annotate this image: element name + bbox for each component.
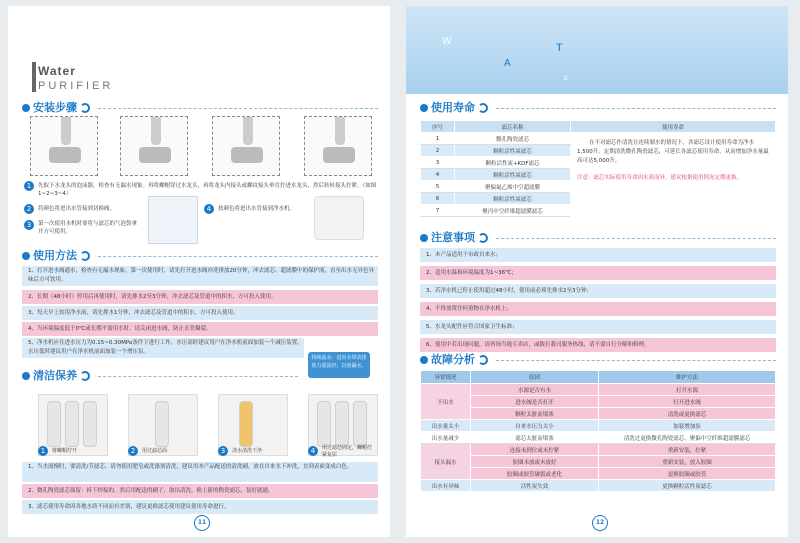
divider <box>496 108 776 109</box>
sky-letter-e: E <box>564 76 569 82</box>
table-row: 2 颗粒活性炭滤芯 <box>421 145 776 157</box>
life-header-no: 序号 <box>421 121 455 133</box>
swirl-icon <box>80 371 90 381</box>
caution-item-4: 4、不得放置任何重物在净水机上； <box>420 302 776 316</box>
table-row: 4 颗粒活性炭滤芯 <box>421 169 776 181</box>
sky-letter-t: T <box>556 42 563 54</box>
caution-item-6: 6、使用中若出现问题，请咨询当地专卖店，或拨打我司服务热线，请不要自行分解和修理。 <box>420 338 776 352</box>
valve-figure <box>148 196 198 244</box>
trouble-header-cause: 原因 <box>471 371 599 384</box>
step-number-badge: 1 <box>38 446 48 456</box>
life-note-cell <box>571 133 776 217</box>
life-table <box>420 120 776 217</box>
table-row: 5 聚偏氟乙烯中空超滤膜 <box>421 181 776 193</box>
install-step-3-figure <box>212 116 280 176</box>
swirl-icon <box>80 251 90 261</box>
header-sky-band <box>406 6 788 94</box>
heading-bullet-icon <box>420 104 428 112</box>
heading-bullet-icon <box>22 104 30 112</box>
table-row: 进水阀是否打开 打开进水阀 <box>421 396 776 408</box>
usage-item-4: 4、当环境温度低于0℃或长期不需用水时，请关闭进水阀，防止水管爆裂。 <box>22 322 378 336</box>
logo-bar <box>32 62 36 92</box>
step-number-badge: 2 <box>128 446 138 456</box>
table-row: 出水有异味 活性炭失效 更换颗粒活性炭滤芯 <box>421 480 776 492</box>
clean-caption-2: 用过滤芯面 <box>142 448 168 454</box>
caution-heading: 注意事项 <box>420 230 488 246</box>
table-row: 胶圈或胶管破裂或老化 更换胶圈或胶管 <box>421 468 776 480</box>
tip-bubble: 持续流水：进出水带动排放力量流经，以免漏水。 <box>308 352 370 378</box>
clean-item-2: 2、微孔陶瓷滤芯保留：拆下焊接的，然后用配送的刷子，取出清洗。换上新的陶瓷滤芯，装好就通。 <box>22 484 378 498</box>
table-row: 胶圈未放或未放好 重新安装，放入胶圈 <box>421 456 776 468</box>
step-number-badge: 3 <box>218 446 228 456</box>
right-page <box>406 6 788 537</box>
sky-letter-a: A <box>504 58 511 69</box>
install-step-2-figure <box>120 116 188 176</box>
clean-caption-4: 用过滤芯固定，螺帽拧紧复原 <box>322 445 373 458</box>
install-step-1-text: 先取下水龙头的泡沫器，检查有无漏水现象。再将螺帽穿过水龙头，再将龙头内接头或螺纹接头垂直拧进水龙头，然后转转接头拧紧。（如图1~2~3~4） <box>38 183 377 197</box>
heading-bullet-icon <box>22 372 30 380</box>
swirl-icon <box>478 103 488 113</box>
table-row: 6 颗粒活性炭滤芯 <box>421 193 776 205</box>
heading-bullet-icon <box>420 234 428 242</box>
clean-caption-1: 将螺帽拧开 <box>52 448 78 454</box>
install-step-4-text: 按颜色将进出水管接到净水机。 <box>218 206 296 212</box>
usage-item-5: 5、净水机应在进水压力为0.15~0.30MPa条件下进行工作，水压高时建议用户在净水机前面加装一个减压装置，水压低时建议用户在净水机前面加装一个增压泵。 <box>22 338 304 358</box>
swirl-icon <box>80 103 90 113</box>
swirl-icon <box>478 233 488 243</box>
table-row: 1 微孔陶瓷滤芯 在不对滤芯作清洗且连续制水的情况下，各滤芯设计使用寿命为净水1,500升。定期清洗微孔陶瓷滤芯，可延长各滤芯使用寿命，从而增加净水量最高可达5,000升。 注意：滤芯实际使用寿命因水质而异，建议根据使用情况定期更换。 <box>421 133 776 145</box>
page-number: 11 <box>194 515 210 531</box>
clean-item-1: 1、当水流慢时，要清洗/节滤芯。请勿使用肥皂或洗涤剂清洗，建议用本产品配送的清洗刷，放在自来水下冲洗，直到表面变成白色。 <box>22 462 378 482</box>
divider <box>496 360 776 361</box>
life-warning: 注意：滤芯实际使用寿命因水质而异，建议根据使用情况定期更换。 <box>577 175 743 181</box>
table-row: 出水量减少 滤芯太脏而堵塞 清洗过更换微孔陶瓷滤芯、聚偏中空纤维超滤膜滤芯 <box>421 432 776 444</box>
caution-item-3: 3、若净水机已停止使用超过48小时，使用前必须先排水2至3分钟； <box>420 284 776 298</box>
clean-item-3: 3、滤芯使用寿命因各地水质不同而有差别，建议更换滤芯使用建议使用寿命进行。 <box>22 500 378 514</box>
install-step-4-figure <box>304 116 372 176</box>
step-number-badge: 4 <box>204 204 214 214</box>
install-heading: 安装步骤 <box>22 100 90 116</box>
table-row: 不出水 水源是否有水 打开水源 <box>421 384 776 396</box>
divider <box>98 256 378 257</box>
usage-item-1: 1、打开进水阀通水，检查有无漏水现象。第一次使用时，请先打开进水阀冲洗排放20分钟，冲去滤芯、超滤膜中的保护液，直至出水无异色异味后方可饮用。 <box>22 266 378 286</box>
clean-heading: 清洁保养 <box>22 368 90 384</box>
trouble-table <box>420 370 776 492</box>
step-number-badge: 1 <box>24 181 34 191</box>
table-row: 3 颗粒活性炭+KDF滤芯 <box>421 157 776 169</box>
heading-bullet-icon <box>22 252 30 260</box>
swirl-icon <box>478 355 488 365</box>
purifier-unit-figure <box>314 196 364 240</box>
step-number-badge: 4 <box>308 446 318 456</box>
heading-bullet-icon <box>420 356 428 364</box>
step-number-badge: 3 <box>24 220 34 230</box>
step-number-badge: 2 <box>24 204 34 214</box>
clean-caption-3: 清水清洗干净 <box>232 448 263 454</box>
trouble-header-fix: 维护方法 <box>599 371 776 384</box>
table-row: 颗粒太脏而堵塞 清洗或更换滤芯 <box>421 408 776 420</box>
life-header-life: 使用寿命 <box>571 121 776 133</box>
divider <box>98 108 378 109</box>
life-note: 在不对滤芯作清洗且连续制水的情况下，各滤芯设计使用寿命为净水1,500升。定期清洗微孔陶瓷滤芯，可延长各滤芯使用寿命，从而增加净水量最高可达5,000升。 <box>577 140 769 164</box>
life-heading: 使用寿命 <box>420 100 488 116</box>
caution-item-5: 5、水龙头配件应符合国家卫生标准； <box>420 320 776 334</box>
table-row: 7 聚丙中空纤维超滤膜滤芯 <box>421 205 776 217</box>
install-step-2-text: 将颜色将进出水管接到切换阀。 <box>38 206 116 212</box>
trouble-heading: 故障分析 <box>420 352 488 368</box>
caution-item-1: 1、本产品适用于市政自来水； <box>420 248 776 262</box>
divider <box>98 376 298 377</box>
divider <box>496 238 776 239</box>
left-page <box>8 6 390 537</box>
usage-item-2: 2、长期（48小时）停用后再使用时，请先排水2至3分钟，冲去滤芯及管道中的积水，方可投入使用。 <box>22 290 378 304</box>
table-row: 接头漏水 连接未到位或未拧紧 重新安装，拧紧 <box>421 444 776 456</box>
table-row: 出水量太小 自来水压力太小 加装增加泵 <box>421 420 776 432</box>
brand-purifier: PURIFIER <box>38 80 114 92</box>
trouble-header-problem: 异常情况 <box>421 371 471 384</box>
install-step-3-text: 第一次使用水机时要将与滤芯的气泡袋拿开方可使用。 <box>38 221 138 235</box>
install-step-1-figure <box>30 116 98 176</box>
usage-heading: 使用方法 <box>22 248 90 264</box>
caution-item-2: 2、适用水温和环境温度为1~36℃； <box>420 266 776 280</box>
sky-letter-w: W <box>442 36 452 47</box>
life-header-name: 滤芯名称 <box>455 121 571 133</box>
usage-item-3: 3、每天早上饮用净水前，请先排水1分钟，冲去滤芯及管道中的积水，方可投入使用。 <box>22 306 378 320</box>
page-number: 12 <box>592 515 608 531</box>
brand-water: Water <box>38 64 76 78</box>
